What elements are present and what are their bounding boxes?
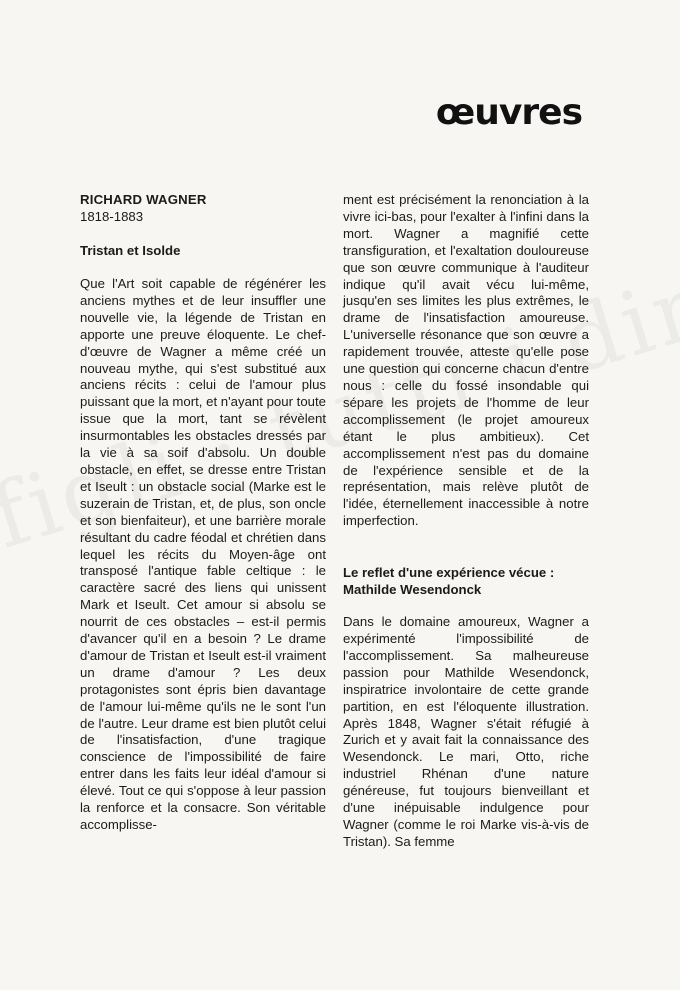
section-title: œuvres [435, 92, 582, 133]
composer-name: RICHARD WAGNER [80, 192, 207, 207]
work-title: Tristan et Isolde [80, 243, 181, 258]
right-column [343, 192, 589, 851]
right-body-text-2: Dans le domaine amoureux, Wagner a expérimenté l'impossibilité de l'accomplissement. Sa malheureuse passion pour Mathilde Wesendonck, inspiratrice involontaire de cette grande partition, en est l'éloquente illustration. Après 1848, Wagner s'était réfugié à Zurich et y avait fait la connaissance des Wesendonck. Le mari, Otto, riche industriel Rhénan d'une nature généreuse, fut toujours bienveillant et d'une inépuisable indulgence pour Wagner (comme le roi Marke vis-à-vis de Tristan). Sa femme [343, 614, 589, 849]
right-body-text: ment est précisément la renonciation à la vivre ici-bas, pour l'exalter à l'infini dans la mort. Wagner a magnifié cette transfiguration, et l'exaltation douloureuse que son œuvre communique à l'auditeur indique qu'il avait vécu lui-même, jusqu'en ses limites les plus extrêmes, le drame de l'insatisfaction amoureuse. L'universelle résonance que son œuvre a rapidement trouvée, atteste qu'elle pose une question qui concerne chacun d'entre nous : celle du fossé insondable qui sépare les projets de l'homme de leur accomplissement (le projet amoureux étant le plus ambitieux). Cet accomplissement n'est pas du domaine de l'expérience sensible et de la représentation, mais relève plutôt de l'idée, éternellement inaccessible à notre imperfection. [343, 192, 589, 529]
subheading: Le reflet d'une expérience vécue : Mathilde Wesendonck [343, 565, 555, 598]
left-column [80, 192, 326, 834]
composer-dates: 1818-1883 [80, 209, 144, 224]
left-body-text: Que l'Art soit capable de régénérer les anciens mythes et de leur insuffler une nouvelle vie, la légende de Tristan en apporte une preuve éloquente. Le chef-d'œuvre de Wagner a même créé un nouveau mythe, qui s'est substitué aux anciens récits : celui de l'amour plus puissant que la mort, et n'ayant pour toute issue que la mort, tant se révèlent insurmontables les obstacles dressés par la vie à sa soif d'absolu. Un double obstacle, en effet, se dresse entre Tristan et Iseult : un obstacle social (Marke est le suzerain de Tristan, et, de plus, son oncle et son bienfaiteur), et une barrière morale résultant du cadre féodal et chrétien dans lequel les récits du Moyen-âge ont transposé l'antique fable celtique : le caractère sacré des liens qui unissent Mark et Iseult. Cet amour si absolu se nourrit de ces obstacles – est-il permis d'avancer qu'il en a besoin ? Le drame d'amour de Tristan et Iseult est-il vraiment un drame d'amour ? Les deux protagonistes sont épris bien davantage de l'amour lui-même qu'ils ne le sont l'un de l'autre. Leur drame est bien plutôt celui de l'insatisfaction, d'une tragique conscience de l'impossibilité de faire entrer dans les faits leur idéal d'amour si élevé. Tout ce qui s'oppose à leur passion la renforce et la consacre. Son véritable accomplisse- [80, 276, 326, 832]
